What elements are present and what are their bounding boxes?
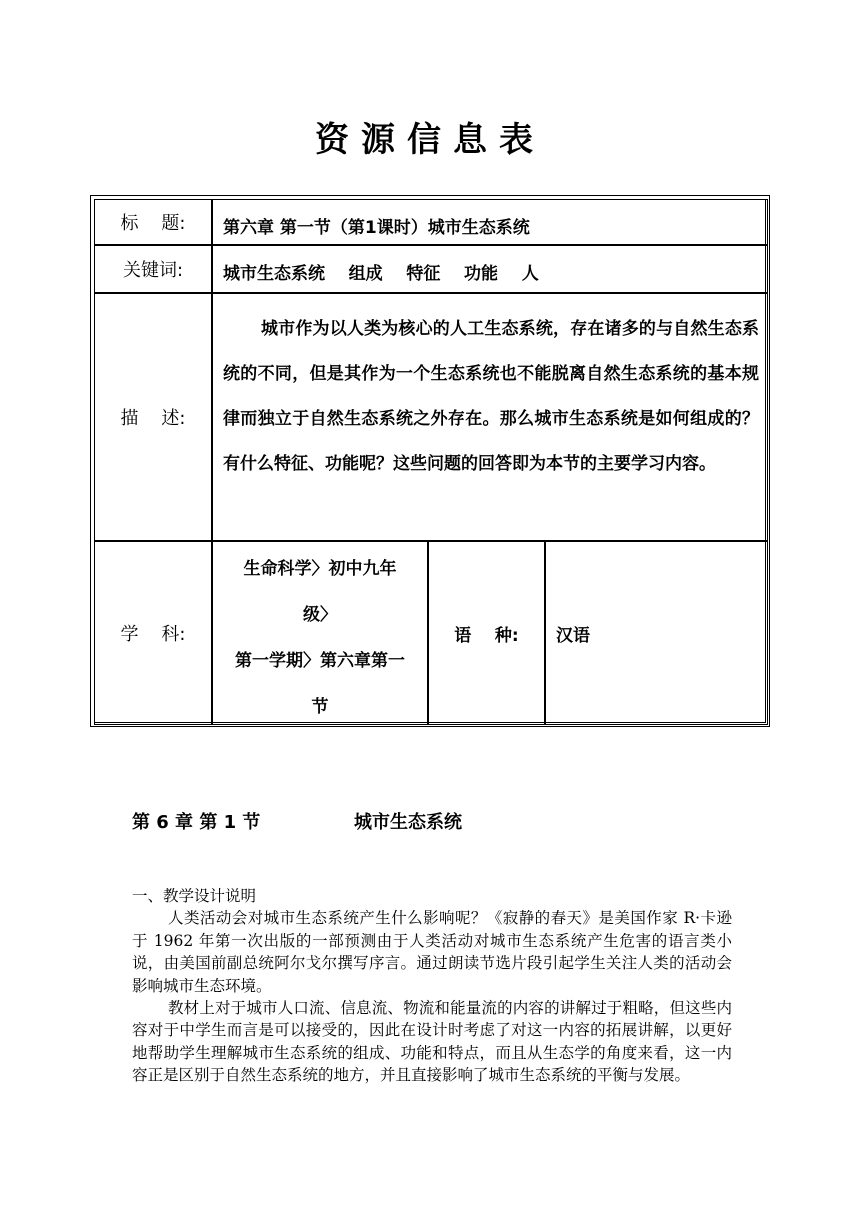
description-text: 城市作为以人类为核心的人工生态系统，存在诸多的与自然生态系统的不同，但是其作为一个生态系统也不能脱离自然生态系统的基本规律而独立于自然生态系统之外存在。那么城市生态系统是如何组成的？有什么特征、功能呢？这些问题的回答即为本节的主要学习内容。 xyxy=(223,319,759,474)
resource-info-table xyxy=(90,195,770,727)
body-paragraph-1: 人类活动会对城市生态系统产生什么影响呢？《寂静的春天》是美国作家 R·卡逊于 1962 年第一次出版的一部预测由于人类活动对城市生态系统产生危害的语言类小说，由美国前副总统阿尔戈尔撰写序言。通过朗读节选片段引起学生关注人类的活动会影响城市生态环境。 xyxy=(132,909,732,995)
title-label: 标 题: xyxy=(94,199,212,245)
subject-line-1: 生命科学〉初中九年 xyxy=(243,559,397,579)
description-label: 描 述: xyxy=(94,293,212,541)
keywords-label: 关键词: xyxy=(94,245,212,293)
design-subheading: 一、教学设计说明 xyxy=(132,887,257,905)
subject-line-2: 级〉 xyxy=(303,605,337,625)
subject-label: 学 科: xyxy=(94,541,212,725)
body-paragraph-2: 教材上对于城市人口流、信息流、物流和能量流的内容的讲解过于粗略，但这些内容对于中学生而言是可以接受的，因此在设计时考虑了对这一内容的拓展讲解，以更好地帮助学生理解城市生态系统的组成、功能和特点，而且从生态学的角度来看，这一内容正是区别于自然生态系统的地方，并且直接影响了城市生态系统的平衡与发展。 xyxy=(132,999,732,1085)
keywords-value: 城市生态系统 组成 特征 功能 人 xyxy=(212,245,768,293)
description-value-cell xyxy=(212,293,768,541)
section-chapter: 第 6 章 第 1 节 xyxy=(132,812,261,833)
section-title: 城市生态系统 xyxy=(354,812,462,833)
language-label: 语 种: xyxy=(428,541,545,725)
section-heading xyxy=(132,808,462,834)
subject-line-3: 第一学期〉第六章第一 xyxy=(235,651,405,671)
subject-value-cell xyxy=(212,541,428,725)
body-content xyxy=(132,885,732,1087)
title-value: 第六章 第一节（第1课时）城市生态系统 xyxy=(212,199,768,245)
document-title: 资源信息表 xyxy=(315,120,545,160)
language-value: 汉语 xyxy=(545,541,768,725)
subject-line-4: 节 xyxy=(311,697,329,717)
